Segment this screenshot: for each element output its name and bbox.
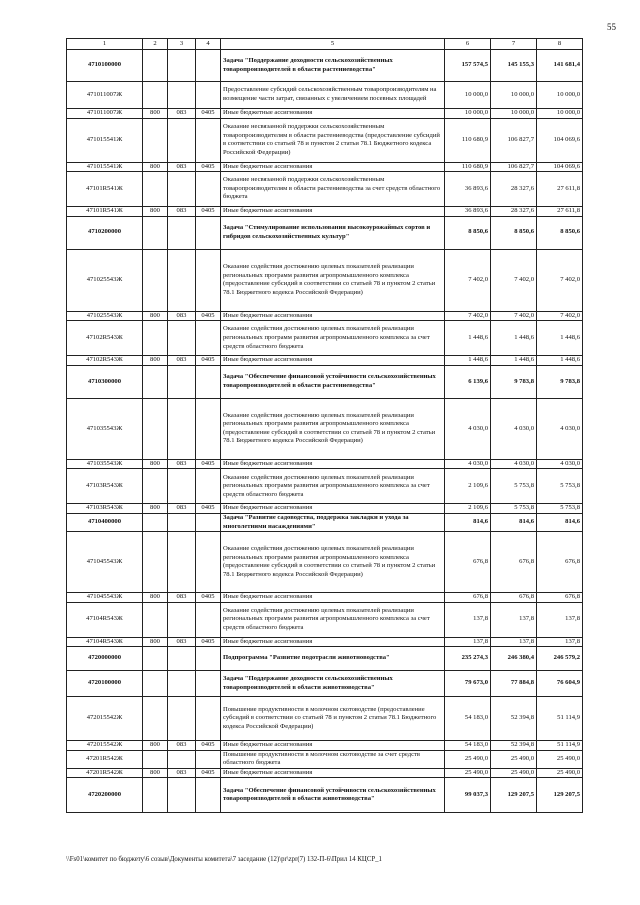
expense-type-cell: 800 — [143, 459, 168, 469]
section-cell — [168, 172, 196, 207]
amount-2021-cell: 5 753,8 — [537, 469, 583, 504]
table-header-row — [67, 39, 583, 50]
subsection-cell — [196, 750, 221, 768]
name-cell: Задача "Поддержание доходности сельскохозяйственных товаропроизводителей в области животноводства" — [221, 671, 445, 697]
name-cell: Иные бюджетные ассигнования — [221, 459, 445, 469]
amount-2019-cell: 676,8 — [445, 532, 491, 593]
table-row — [67, 459, 583, 469]
table-row — [67, 532, 583, 593]
table-row — [67, 768, 583, 778]
budget-table — [66, 38, 583, 813]
name-cell: Задача "Стимулирование использования высокоурожайных сортов и гибридов сельскохозяйственных культур" — [221, 216, 445, 249]
amount-2019-cell: 2 109,6 — [445, 504, 491, 514]
amount-2020-cell: 10 000,0 — [491, 82, 537, 109]
table-row — [67, 207, 583, 217]
code-cell: 47104R543Ж — [67, 637, 143, 647]
subsection-cell — [196, 216, 221, 249]
amount-2021-cell: 246 579,2 — [537, 647, 583, 671]
section-cell — [168, 671, 196, 697]
subsection-cell — [196, 469, 221, 504]
amount-2019-cell: 36 893,6 — [445, 172, 491, 207]
code-cell: 47103R543Ж — [67, 504, 143, 514]
code-cell: 4710400000 — [67, 513, 143, 531]
amount-2020-cell: 5 753,8 — [491, 504, 537, 514]
subsection-cell: 0405 — [196, 311, 221, 321]
amount-2021-cell: 4 030,0 — [537, 398, 583, 459]
section-cell: 083 — [168, 459, 196, 469]
name-cell: Повышение продуктивности в молочном скотоводстве (предоставление субсидий в соответствии со статьей 78 и пунктом 2 статьи 78.1 Бюджетного кодекса Российской Федерации) — [221, 697, 445, 741]
subsection-cell — [196, 50, 221, 82]
code-cell: 4710300000 — [67, 365, 143, 398]
name-cell: Оказание содействия достижению целевых показателей реализации региональных программ развития агропромышленного комплекса (предоставление субсидий в соответствии со статьей 78 и пунктом 2 статьи 78.1 Бюджетного кодекса Российской Федерации) — [221, 249, 445, 311]
table-row — [67, 637, 583, 647]
amount-2019-cell: 157 574,5 — [445, 50, 491, 82]
name-cell: Задача "Обеспечение финансовой устойчивости сельскохозяйственных товаропроизводителей в области растениеводства" — [221, 365, 445, 398]
amount-2019-cell: 54 183,0 — [445, 741, 491, 751]
amount-2021-cell: 104 069,6 — [537, 118, 583, 162]
amount-2021-cell: 676,8 — [537, 532, 583, 593]
section-cell — [168, 216, 196, 249]
amount-2020-cell: 145 155,3 — [491, 50, 537, 82]
amount-2020-cell: 106 827,7 — [491, 162, 537, 172]
code-cell: 4720200000 — [67, 778, 143, 813]
code-cell: 47102R543Ж — [67, 321, 143, 356]
subsection-cell — [196, 671, 221, 697]
amount-2019-cell: 2 109,6 — [445, 469, 491, 504]
table-row — [67, 469, 583, 504]
table-row — [67, 778, 583, 813]
amount-2020-cell: 5 753,8 — [491, 469, 537, 504]
subsection-cell — [196, 398, 221, 459]
subsection-cell: 0405 — [196, 459, 221, 469]
name-cell: Оказание содействия достижению целевых показателей реализации региональных программ развития агропромышленного комплекса за счет средств областного бюджета — [221, 321, 445, 356]
amount-2021-cell: 814,6 — [537, 513, 583, 531]
amount-2020-cell: 814,6 — [491, 513, 537, 531]
amount-2021-cell: 10 000,0 — [537, 109, 583, 119]
section-cell — [168, 321, 196, 356]
code-cell: 471045543Ж — [67, 593, 143, 603]
amount-2020-cell: 25 490,0 — [491, 768, 537, 778]
name-cell: Предоставление субсидий сельскохозяйственным товаропроизводителям на возмещение части затрат, связанных с увеличением посевных площадей — [221, 82, 445, 109]
section-cell: 083 — [168, 504, 196, 514]
subsection-cell — [196, 532, 221, 593]
table-row — [67, 741, 583, 751]
subsection-cell — [196, 82, 221, 109]
expense-type-cell — [143, 172, 168, 207]
subsection-cell — [196, 118, 221, 162]
expense-type-cell — [143, 697, 168, 741]
expense-type-cell — [143, 216, 168, 249]
amount-2021-cell: 129 207,5 — [537, 778, 583, 813]
amount-2019-cell: 4 030,0 — [445, 398, 491, 459]
amount-2020-cell: 246 380,4 — [491, 647, 537, 671]
file-path-footer: \\Fs01\комитет по бюджету\6 созыв\Документы комитета\7 заседание (12)\pr\zpr(7) 132-П-6\Прил 14 КЦСР_1 — [66, 856, 382, 863]
section-cell — [168, 82, 196, 109]
amount-2020-cell: 7 402,0 — [491, 249, 537, 311]
code-cell: 471015541Ж — [67, 118, 143, 162]
amount-2021-cell: 137,8 — [537, 637, 583, 647]
name-cell: Задача "Обеспечение финансовой устойчивости сельскохозяйственных товаропроизводителей в области животноводства" — [221, 778, 445, 813]
expense-type-cell — [143, 50, 168, 82]
expense-type-cell — [143, 398, 168, 459]
amount-2021-cell: 1 448,6 — [537, 356, 583, 366]
expense-type-cell — [143, 469, 168, 504]
name-cell: Оказание содействия достижению целевых показателей реализации региональных программ развития агропромышленного комплекса за счет средств областного бюджета — [221, 602, 445, 637]
code-cell: 47104R543Ж — [67, 602, 143, 637]
expense-type-cell — [143, 671, 168, 697]
expense-type-cell — [143, 602, 168, 637]
subsection-cell — [196, 365, 221, 398]
code-cell: 471035543Ж — [67, 398, 143, 459]
code-cell: 4720000000 — [67, 647, 143, 671]
code-cell: 472015542Ж — [67, 697, 143, 741]
section-cell: 083 — [168, 109, 196, 119]
amount-2021-cell: 8 850,6 — [537, 216, 583, 249]
subsection-cell: 0405 — [196, 207, 221, 217]
code-cell: 471011007Ж — [67, 109, 143, 119]
subsection-cell: 0405 — [196, 504, 221, 514]
amount-2020-cell: 9 783,8 — [491, 365, 537, 398]
expense-type-cell: 800 — [143, 311, 168, 321]
amount-2021-cell: 27 611,8 — [537, 172, 583, 207]
name-cell: Иные бюджетные ассигнования — [221, 593, 445, 603]
table-row — [67, 365, 583, 398]
code-cell: 471025543Ж — [67, 249, 143, 311]
amount-2019-cell: 110 680,9 — [445, 162, 491, 172]
amount-2019-cell: 36 893,6 — [445, 207, 491, 217]
section-cell — [168, 118, 196, 162]
expense-type-cell — [143, 82, 168, 109]
amount-2021-cell: 137,8 — [537, 602, 583, 637]
subsection-cell — [196, 602, 221, 637]
section-cell: 083 — [168, 162, 196, 172]
amount-2021-cell: 7 402,0 — [537, 311, 583, 321]
subsection-cell — [196, 647, 221, 671]
table-row — [67, 311, 583, 321]
amount-2021-cell: 10 000,0 — [537, 82, 583, 109]
subsection-cell — [196, 513, 221, 531]
code-cell: 47103R543Ж — [67, 469, 143, 504]
expense-type-cell — [143, 532, 168, 593]
section-cell: 083 — [168, 637, 196, 647]
amount-2020-cell: 137,8 — [491, 637, 537, 647]
amount-2020-cell: 28 327,6 — [491, 207, 537, 217]
table-row — [67, 109, 583, 119]
subsection-cell: 0405 — [196, 637, 221, 647]
subsection-cell: 0405 — [196, 162, 221, 172]
table-row — [67, 602, 583, 637]
amount-2021-cell: 104 069,6 — [537, 162, 583, 172]
code-cell: 4720100000 — [67, 671, 143, 697]
section-cell: 083 — [168, 207, 196, 217]
name-cell: Иные бюджетные ассигнования — [221, 637, 445, 647]
amount-2019-cell: 7 402,0 — [445, 311, 491, 321]
amount-2020-cell: 7 402,0 — [491, 311, 537, 321]
subsection-cell — [196, 321, 221, 356]
subsection-cell — [196, 249, 221, 311]
amount-2019-cell: 676,8 — [445, 593, 491, 603]
amount-2020-cell: 8 850,6 — [491, 216, 537, 249]
amount-2019-cell: 1 448,6 — [445, 321, 491, 356]
section-cell — [168, 365, 196, 398]
name-cell: Иные бюджетные ассигнования — [221, 162, 445, 172]
section-cell — [168, 249, 196, 311]
section-cell — [168, 750, 196, 768]
amount-2019-cell: 8 850,6 — [445, 216, 491, 249]
section-cell: 083 — [168, 768, 196, 778]
amount-2021-cell: 25 490,0 — [537, 768, 583, 778]
amount-2020-cell: 676,8 — [491, 593, 537, 603]
section-cell: 083 — [168, 593, 196, 603]
subsection-cell: 0405 — [196, 593, 221, 603]
header-cell: 6 — [445, 39, 491, 50]
table-row — [67, 321, 583, 356]
amount-2019-cell: 7 402,0 — [445, 249, 491, 311]
amount-2019-cell: 25 490,0 — [445, 768, 491, 778]
table-row — [67, 216, 583, 249]
amount-2019-cell: 235 274,3 — [445, 647, 491, 671]
amount-2019-cell: 4 030,0 — [445, 459, 491, 469]
name-cell: Оказание содействия достижению целевых показателей реализации региональных программ развития агропромышленного комплекса за счет средств областного бюджета — [221, 469, 445, 504]
header-cell: 3 — [168, 39, 196, 50]
page-number: 55 — [607, 22, 616, 32]
amount-2019-cell: 110 680,9 — [445, 118, 491, 162]
expense-type-cell: 800 — [143, 109, 168, 119]
amount-2021-cell: 5 753,8 — [537, 504, 583, 514]
name-cell: Иные бюджетные ассигнования — [221, 768, 445, 778]
subsection-cell: 0405 — [196, 109, 221, 119]
table-row — [67, 50, 583, 82]
name-cell: Иные бюджетные ассигнования — [221, 109, 445, 119]
section-cell: 083 — [168, 356, 196, 366]
expense-type-cell — [143, 118, 168, 162]
code-cell: 472015542Ж — [67, 741, 143, 751]
expense-type-cell: 800 — [143, 741, 168, 751]
table-row — [67, 593, 583, 603]
subsection-cell — [196, 172, 221, 207]
expense-type-cell — [143, 778, 168, 813]
amount-2020-cell: 4 030,0 — [491, 459, 537, 469]
expense-type-cell: 800 — [143, 768, 168, 778]
section-cell — [168, 398, 196, 459]
table-row — [67, 118, 583, 162]
code-cell: 471015541Ж — [67, 162, 143, 172]
amount-2020-cell: 52 394,8 — [491, 741, 537, 751]
table-row — [67, 750, 583, 768]
expense-type-cell — [143, 750, 168, 768]
header-cell: 4 — [196, 39, 221, 50]
section-cell — [168, 513, 196, 531]
expense-type-cell — [143, 321, 168, 356]
table-row — [67, 249, 583, 311]
amount-2020-cell: 1 448,6 — [491, 356, 537, 366]
header-cell: 7 — [491, 39, 537, 50]
code-cell: 47201R542Ж — [67, 750, 143, 768]
amount-2021-cell: 76 604,9 — [537, 671, 583, 697]
table-row — [67, 647, 583, 671]
header-cell: 5 — [221, 39, 445, 50]
amount-2019-cell: 10 000,0 — [445, 82, 491, 109]
table-row — [67, 513, 583, 531]
amount-2019-cell: 25 490,0 — [445, 750, 491, 768]
table-row — [67, 82, 583, 109]
amount-2019-cell: 6 139,6 — [445, 365, 491, 398]
name-cell: Иные бюджетные ассигнования — [221, 504, 445, 514]
name-cell: Иные бюджетные ассигнования — [221, 207, 445, 217]
code-cell: 471025543Ж — [67, 311, 143, 321]
subsection-cell — [196, 778, 221, 813]
section-cell — [168, 469, 196, 504]
expense-type-cell — [143, 513, 168, 531]
name-cell: Повышение продуктивности в молочном скотоводстве за счет средств областного бюджета — [221, 750, 445, 768]
table-row — [67, 398, 583, 459]
subsection-cell: 0405 — [196, 741, 221, 751]
amount-2021-cell: 25 490,0 — [537, 750, 583, 768]
amount-2020-cell: 1 448,6 — [491, 321, 537, 356]
name-cell: Оказание несвязанной поддержки сельскохозяйственным товаропроизводителям в области растениеводства за счет средств областного бюджета — [221, 172, 445, 207]
amount-2020-cell: 129 207,5 — [491, 778, 537, 813]
amount-2020-cell: 25 490,0 — [491, 750, 537, 768]
expense-type-cell — [143, 647, 168, 671]
amount-2021-cell: 1 448,6 — [537, 321, 583, 356]
name-cell: Иные бюджетные ассигнования — [221, 311, 445, 321]
name-cell: Иные бюджетные ассигнования — [221, 741, 445, 751]
amount-2019-cell: 99 037,3 — [445, 778, 491, 813]
expense-type-cell: 800 — [143, 593, 168, 603]
section-cell — [168, 532, 196, 593]
amount-2020-cell: 52 394,8 — [491, 697, 537, 741]
amount-2021-cell: 51 114,9 — [537, 697, 583, 741]
section-cell — [168, 697, 196, 741]
section-cell: 083 — [168, 311, 196, 321]
amount-2020-cell: 106 827,7 — [491, 118, 537, 162]
section-cell — [168, 778, 196, 813]
table-row — [67, 162, 583, 172]
expense-type-cell: 800 — [143, 207, 168, 217]
section-cell — [168, 647, 196, 671]
code-cell: 47102R543Ж — [67, 356, 143, 366]
code-cell: 471011007Ж — [67, 82, 143, 109]
section-cell: 083 — [168, 741, 196, 751]
amount-2021-cell: 141 681,4 — [537, 50, 583, 82]
table-row — [67, 697, 583, 741]
subsection-cell: 0405 — [196, 356, 221, 366]
expense-type-cell: 800 — [143, 162, 168, 172]
subsection-cell: 0405 — [196, 768, 221, 778]
amount-2021-cell: 4 030,0 — [537, 459, 583, 469]
amount-2019-cell: 137,8 — [445, 602, 491, 637]
amount-2020-cell: 4 030,0 — [491, 398, 537, 459]
table-row — [67, 356, 583, 366]
name-cell: Оказание несвязанной поддержки сельскохозяйственным товаропроизводителям в области растениеводства (предоставление субсидий в соответствии со статьей 78 и пунктом 2 статьи 78.1 Бюджетного кодекса Российской Федерации) — [221, 118, 445, 162]
section-cell — [168, 50, 196, 82]
amount-2020-cell: 676,8 — [491, 532, 537, 593]
subsection-cell — [196, 697, 221, 741]
section-cell — [168, 602, 196, 637]
amount-2021-cell: 51 114,9 — [537, 741, 583, 751]
amount-2020-cell: 10 000,0 — [491, 109, 537, 119]
code-cell: 4710100000 — [67, 50, 143, 82]
amount-2019-cell: 79 673,0 — [445, 671, 491, 697]
name-cell: Иные бюджетные ассигнования — [221, 356, 445, 366]
amount-2019-cell: 137,8 — [445, 637, 491, 647]
table-row — [67, 172, 583, 207]
table-row — [67, 671, 583, 697]
name-cell: Подпрограмма "Развитие подотрасли животноводства" — [221, 647, 445, 671]
amount-2021-cell: 27 611,8 — [537, 207, 583, 217]
code-cell: 47101R541Ж — [67, 172, 143, 207]
header-cell: 2 — [143, 39, 168, 50]
code-cell: 4710200000 — [67, 216, 143, 249]
name-cell: Задача "Поддержание доходности сельскохозяйственных товаропроизводителей в области растениеводства" — [221, 50, 445, 82]
code-cell: 471045543Ж — [67, 532, 143, 593]
amount-2021-cell: 7 402,0 — [537, 249, 583, 311]
amount-2019-cell: 1 448,6 — [445, 356, 491, 366]
header-cell: 8 — [537, 39, 583, 50]
name-cell: Оказание содействия достижению целевых показателей реализации региональных программ развития агропромышленного комплекса (предоставление субсидий в соответствии со статьей 78 и пунктом 2 статьи 78.1 Бюджетного кодекса Российской Федерации) — [221, 532, 445, 593]
amount-2020-cell: 77 884,8 — [491, 671, 537, 697]
amount-2021-cell: 9 783,8 — [537, 365, 583, 398]
name-cell: Оказание содействия достижению целевых показателей реализации региональных программ развития агропромышленного комплекса (предоставление субсидий в соответствии со статьей 78 и пунктом 2 статьи 78.1 Бюджетного кодекса Российской Федерации) — [221, 398, 445, 459]
code-cell: 47101R541Ж — [67, 207, 143, 217]
amount-2019-cell: 10 000,0 — [445, 109, 491, 119]
code-cell: 471035543Ж — [67, 459, 143, 469]
amount-2019-cell: 814,6 — [445, 513, 491, 531]
amount-2020-cell: 28 327,6 — [491, 172, 537, 207]
expense-type-cell: 800 — [143, 504, 168, 514]
table-row — [67, 504, 583, 514]
expense-type-cell: 800 — [143, 637, 168, 647]
name-cell: Задача "Развитие садоводства, поддержка закладки и ухода за многолетними насаждениями" — [221, 513, 445, 531]
amount-2020-cell: 137,8 — [491, 602, 537, 637]
expense-type-cell — [143, 249, 168, 311]
expense-type-cell: 800 — [143, 356, 168, 366]
amount-2019-cell: 54 183,0 — [445, 697, 491, 741]
header-cell: 1 — [67, 39, 143, 50]
amount-2021-cell: 676,8 — [537, 593, 583, 603]
expense-type-cell — [143, 365, 168, 398]
code-cell: 47201R542Ж — [67, 768, 143, 778]
